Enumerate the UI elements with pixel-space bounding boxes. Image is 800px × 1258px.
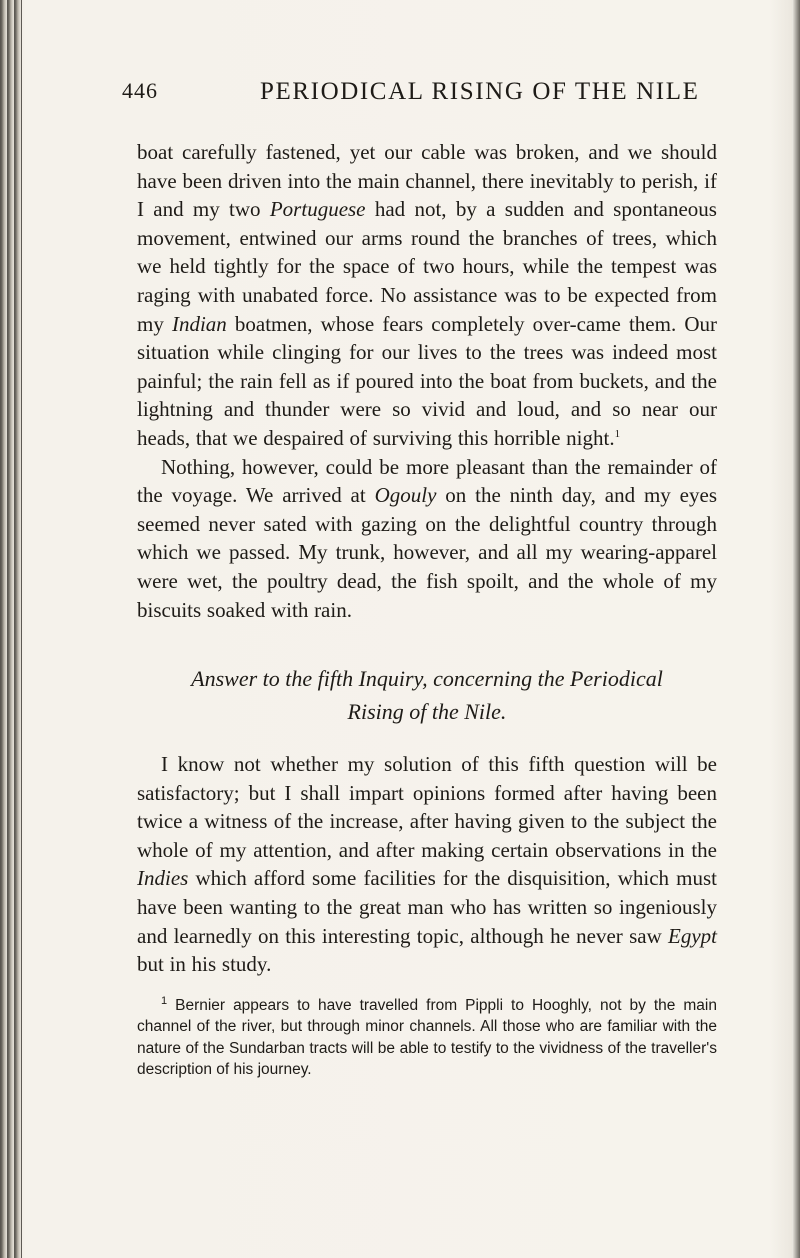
text-run: on the ninth day, and my eyes seemed never sated with gazing on the delightful country through which we passed. My trunk, however, and all my wearing-apparel were wet, the poultry dead, the fish spoilt, and the whole of my biscuits soaked with rain.: [137, 483, 717, 622]
paragraph-voyage: [137, 453, 717, 625]
page-number: 446: [122, 78, 158, 103]
footnote-reference: 1: [614, 427, 621, 440]
running-head: PERIODICAL RISING OF THE NILE: [260, 78, 700, 105]
italic-place-name: Indies: [137, 866, 189, 891]
page-header: [122, 78, 722, 118]
text-run: I know not whether my solution of this fifth question will be satisfactory; but I shall impart opinions formed after having been twice a witness of the increase, after having given to the subject the whole of my attention, and after making certain observations in the: [137, 752, 717, 862]
text-run: boatmen, whose fears completely over-came them. Our situation while clinging for our lives to the trees was indeed most painful; the rain fell as if poured into the boat from buckets, and the lightning and thunder were so vivid and loud, and so near our heads, that we despaired of surviving this horrible night.: [137, 311, 717, 450]
italic-place-name: Ogouly: [374, 483, 437, 508]
paragraph-answer: [137, 750, 717, 979]
book-binding-gutter: [0, 0, 22, 1258]
text-run: which afford some facilities for the disquisition, which must have been wanting to the great man who has written so ingeniously and learnedly on this interesting topic, although he never saw: [137, 866, 717, 948]
text-run: had not, by a sudden and spontaneous movement, entwined our arms round the branches of trees, which we held tightly for the space of two hours, while the tempest was raging with unabated force. No assistance was to be expected from my: [137, 197, 717, 336]
section-heading-line: Rising of the Nile.: [347, 699, 507, 725]
page-body: [137, 138, 717, 1081]
footnote: [137, 995, 717, 1081]
text-run: boat carefully fastened, yet our cable was broken, and we should have been driven into the main channel, there inevitably to perish, if I and my two: [137, 140, 717, 222]
section-heading-line: Answer to the fifth Inquiry, concerning the Periodical: [191, 666, 663, 692]
text-run: but in his study.: [137, 952, 272, 977]
text-run: Nothing, however, could be more pleasant than the remainder of the voyage. We arrived at: [137, 454, 717, 508]
footnote-marker: 1: [161, 994, 168, 1007]
italic-term: Portuguese: [269, 197, 366, 222]
footnote-text: Bernier appears to have travelled from Pippli to Hooghly, not by the main channel of the river, but through minor channels. All those who are familiar with the nature of the Sundarban tracts will be able to testify to the vividness of the traveller's description of his journey.: [137, 996, 717, 1079]
page-edge: [792, 0, 800, 1258]
paragraph-storm: [137, 138, 717, 453]
italic-place-name: Egypt: [668, 923, 717, 948]
italic-term: Indian: [171, 311, 227, 336]
section-heading: [137, 662, 717, 728]
